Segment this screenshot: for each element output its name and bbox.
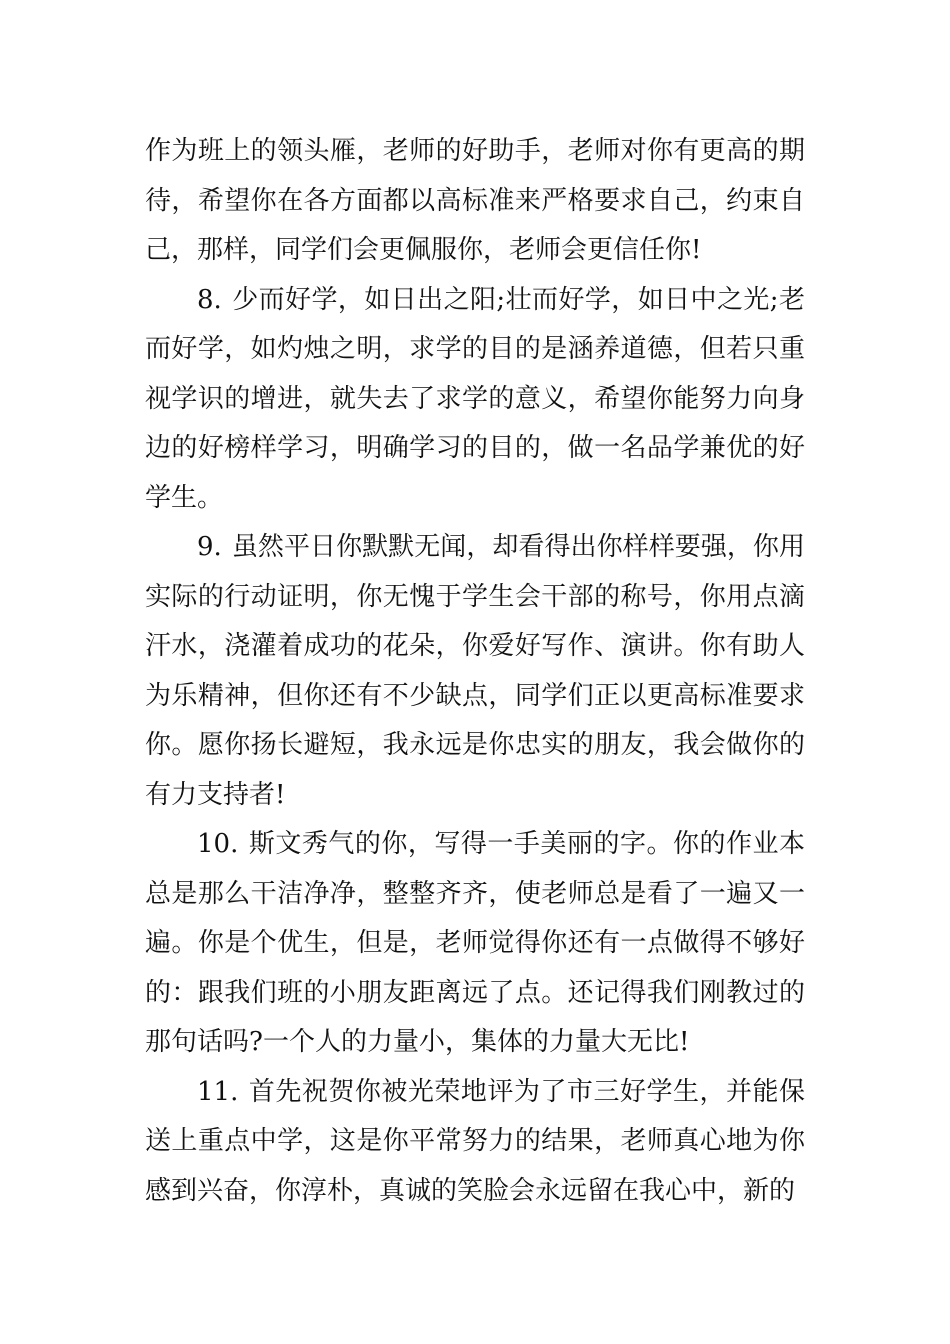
- paragraph-text: 虽然平日你默默无闻，却看得出你样样要强，你用实际的行动证明，你无愧于学生会干部的称号，你用点滴汗水，浇灌着成功的花朵，你爱好写作、演讲。你有助人为乐精神，但你还有不少缺点，同学们正以更高标准要求你。愿你扬长避短，我永远是你忠实的朋友，我会做你的有力支持者!: [145, 532, 805, 810]
- paragraph-text: 斯文秀气的你，写得一手美丽的字。你的作业本总是那么干洁净净，整整齐齐，使老师总是看了一遍又一遍。你是个优生，但是，老师觉得你还有一点做得不够好的：跟我们班的小朋友距离远了点。还记得我们刚教过的那句话吗?一个人的力量小，集体的力量大无比!: [145, 829, 805, 1057]
- paragraph-text: 作为班上的领头雁，老师的好助手，老师对你有更高的期待，希望你在各方面都以高标准来严格要求自己，约束自己，那样，同学们会更佩服你，老师会更信任你!: [145, 136, 805, 265]
- paragraph-number: 11.: [197, 1076, 239, 1107]
- paragraph-8: [145, 276, 805, 524]
- paragraph-number: 10.: [197, 829, 239, 859]
- paragraph-9: [145, 523, 805, 820]
- paragraph-text: 首先祝贺你被光荣地评为了市三好学生，并能保送上重点中学，这是你平常努力的结果，老师真心地为你感到兴奋，你淳朴，真诚的笑脸会永远留在我心中，新的: [145, 1076, 805, 1206]
- paragraph-number: 9.: [197, 532, 222, 562]
- paragraph-10: [145, 820, 805, 1068]
- paragraph-11: [145, 1068, 805, 1217]
- paragraph-text: 少而好学，如日出之阳;壮而好学，如日中之光;老而好学，如灼烛之明，求学的目的是涵养道德，但若只重视学识的增进，就失去了求学的意义，希望你能努力向身边的好榜样学习，明确学习的目的，做一名品学兼优的好学生。: [145, 284, 805, 513]
- paragraph-continuation: [145, 127, 805, 276]
- paragraph-number: 8.: [197, 284, 222, 315]
- document-body: [145, 127, 805, 1216]
